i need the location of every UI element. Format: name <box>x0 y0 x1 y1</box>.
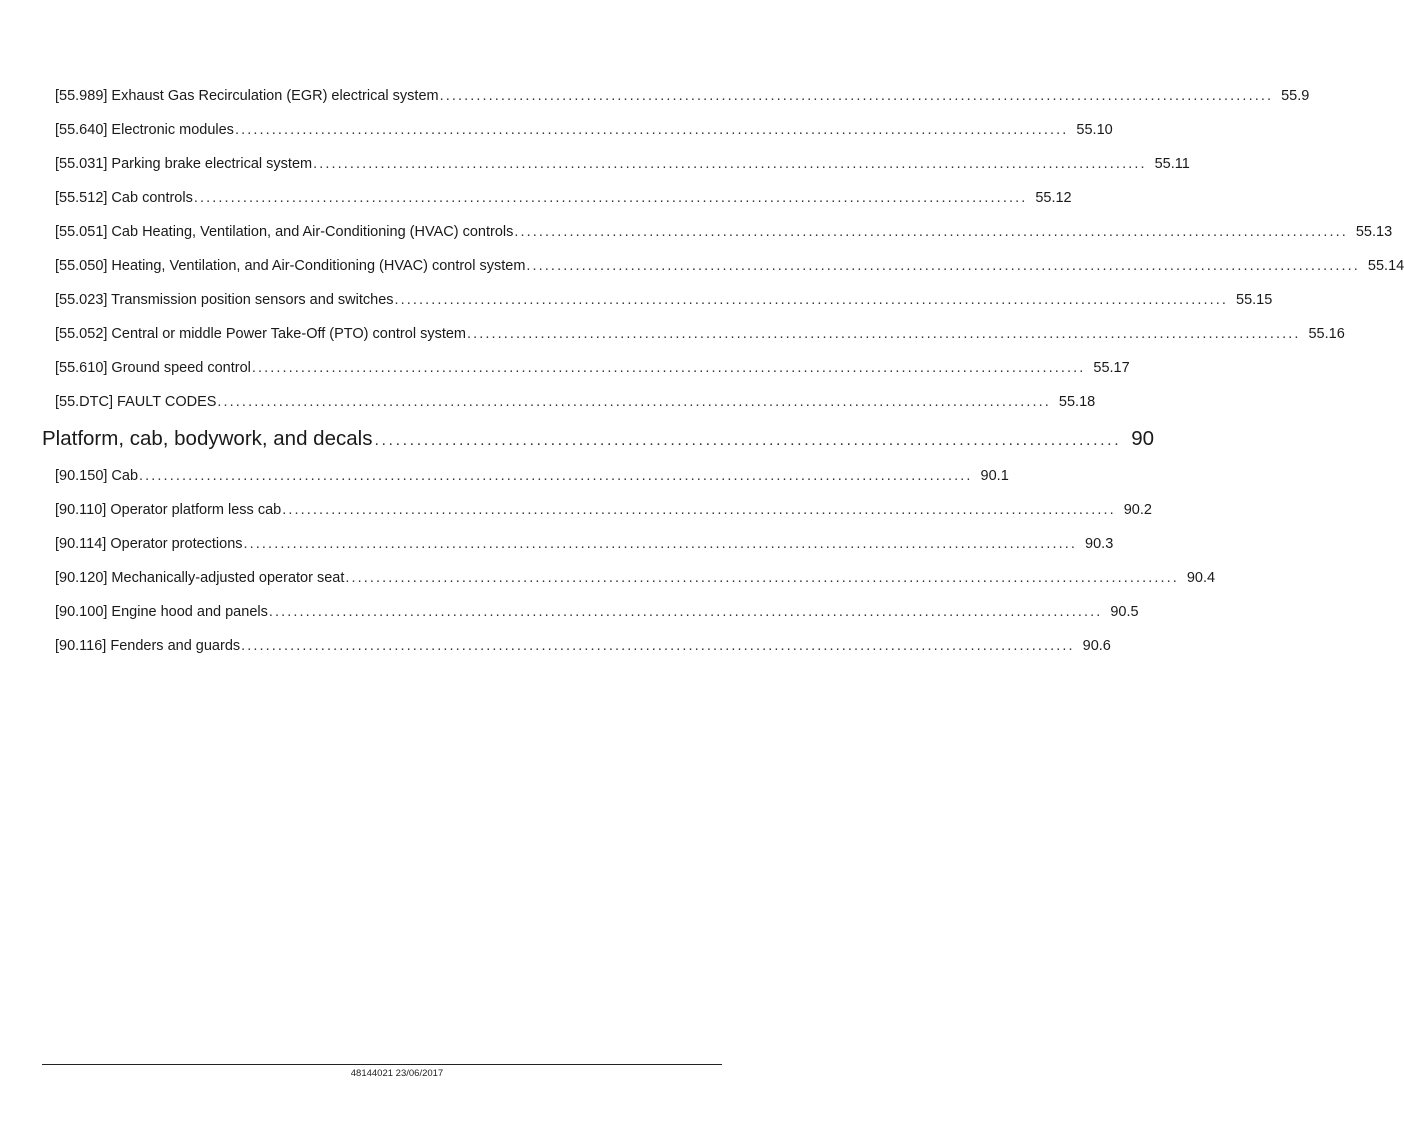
dot-leader: ........................................................................................................................................ <box>282 502 1116 518</box>
toc-entry-page: 90.3 <box>1085 536 1114 552</box>
toc-entry-page: 55.9 <box>1281 88 1310 104</box>
toc-entry[interactable] <box>55 258 1404 274</box>
dot-leader: ........................................................................................................................................ <box>514 224 1348 240</box>
dot-leader: ........................................................................................................................................ <box>313 156 1147 172</box>
toc-entry-title: [90.110] Operator platform less cab <box>55 502 282 518</box>
toc-entry[interactable] <box>55 536 1114 552</box>
toc-entry-title: [55.023] Transmission position sensors and switches <box>55 292 394 308</box>
dot-leader: ........................................................................................................................................ <box>243 536 1078 552</box>
toc-entry[interactable] <box>55 326 1345 342</box>
toc-entry-title: [55.DTC] FAULT CODES <box>55 394 217 410</box>
toc-entry-page: 90.1 <box>980 468 1009 484</box>
toc-entry-page: 55.17 <box>1093 360 1130 376</box>
toc-entry[interactable] <box>55 468 1009 484</box>
toc-entry[interactable] <box>55 394 1096 410</box>
dot-leader: ........................................................................................................................................ <box>439 88 1274 104</box>
toc-entry-page: 90.2 <box>1123 502 1152 518</box>
toc-entry-title: [90.150] Cab <box>55 468 139 484</box>
dot-leader: ........................................................................................................................................ <box>251 360 1086 376</box>
toc-entry-title: [55.050] Heating, Ventilation, and Air-Conditioning (HVAC) control system <box>55 258 526 274</box>
dot-leader: ........................................................................................................................................ <box>268 604 1103 620</box>
toc-entry[interactable] <box>55 604 1139 620</box>
toc-entry[interactable] <box>55 224 1393 240</box>
dot-leader: ........................................................................................................................................ <box>467 326 1301 342</box>
dot-leader: ........................................................................................................................................ <box>394 292 1228 308</box>
toc-entry-page: 55.10 <box>1076 122 1113 138</box>
toc-entry[interactable] <box>55 156 1190 172</box>
toc-chapter-entry[interactable] <box>42 427 1155 451</box>
toc-entry-page: 55.15 <box>1236 292 1273 308</box>
toc-entry-page: 55.13 <box>1355 224 1393 240</box>
dot-leader: ........................................................................................................................................ <box>193 190 1028 206</box>
toc-entry-title: [90.120] Mechanically-adjusted operator seat <box>55 570 345 586</box>
toc-entry-page: 90.5 <box>1110 604 1139 620</box>
toc-entry-title: [55.610] Ground speed control <box>55 360 251 376</box>
toc-entry-page: 55.12 <box>1035 190 1072 206</box>
toc-entry[interactable] <box>55 502 1152 518</box>
toc-entry-title: [55.051] Cab Heating, Ventilation, and Air-Conditioning (HVAC) controls <box>55 224 514 240</box>
toc-entry-title: [55.640] Electronic modules <box>55 122 234 138</box>
toc-entry[interactable] <box>55 570 1216 586</box>
toc-entry-page: 55.18 <box>1058 394 1096 410</box>
toc-entry-title: [55.989] Exhaust Gas Recirculation (EGR) electrical system <box>55 88 439 104</box>
toc-entry-page: 55.11 <box>1154 156 1190 172</box>
toc-entry[interactable] <box>55 638 1111 654</box>
footer-divider <box>42 1064 722 1065</box>
dot-leader: .......................................................................................................... <box>374 432 1122 449</box>
toc-entry-title: [55.031] Parking brake electrical system <box>55 156 313 172</box>
toc-entry-page: 90.6 <box>1082 638 1111 654</box>
dot-leader: ........................................................................................................................................ <box>345 570 1179 586</box>
dot-leader: ........................................................................................................................................ <box>234 122 1069 138</box>
dot-leader: ........................................................................................................................................ <box>139 468 973 484</box>
toc-entry[interactable] <box>55 88 1310 104</box>
footer-document-info: 48144021 23/06/2017 <box>350 1068 444 1079</box>
toc-chapter-page: 90 <box>1131 427 1155 450</box>
dot-leader: ........................................................................................................................................ <box>526 258 1360 274</box>
toc-entry-title: [90.100] Engine hood and panels <box>55 604 268 620</box>
toc-entry-page: 55.14 <box>1367 258 1404 274</box>
toc-entry-title: [90.114] Operator protections <box>55 536 243 552</box>
toc-entry-title: [90.116] Fenders and guards <box>55 638 241 654</box>
toc-entry[interactable] <box>55 190 1072 206</box>
toc-entry-page: 90.4 <box>1186 570 1216 586</box>
toc-chapter-title: Platform, cab, bodywork, and decals <box>42 427 373 450</box>
toc-entry-title: [55.052] Central or middle Power Take-Off (PTO) control system <box>55 326 466 342</box>
toc-entry-page: 55.16 <box>1308 326 1345 342</box>
dot-leader: ........................................................................................................................................ <box>217 394 1051 410</box>
toc-entry-title: [55.512] Cab controls <box>55 190 193 206</box>
dot-leader: ........................................................................................................................................ <box>241 638 1075 654</box>
toc-entry[interactable] <box>55 360 1130 376</box>
toc-entry[interactable] <box>55 292 1273 308</box>
toc-entry[interactable] <box>55 122 1113 138</box>
